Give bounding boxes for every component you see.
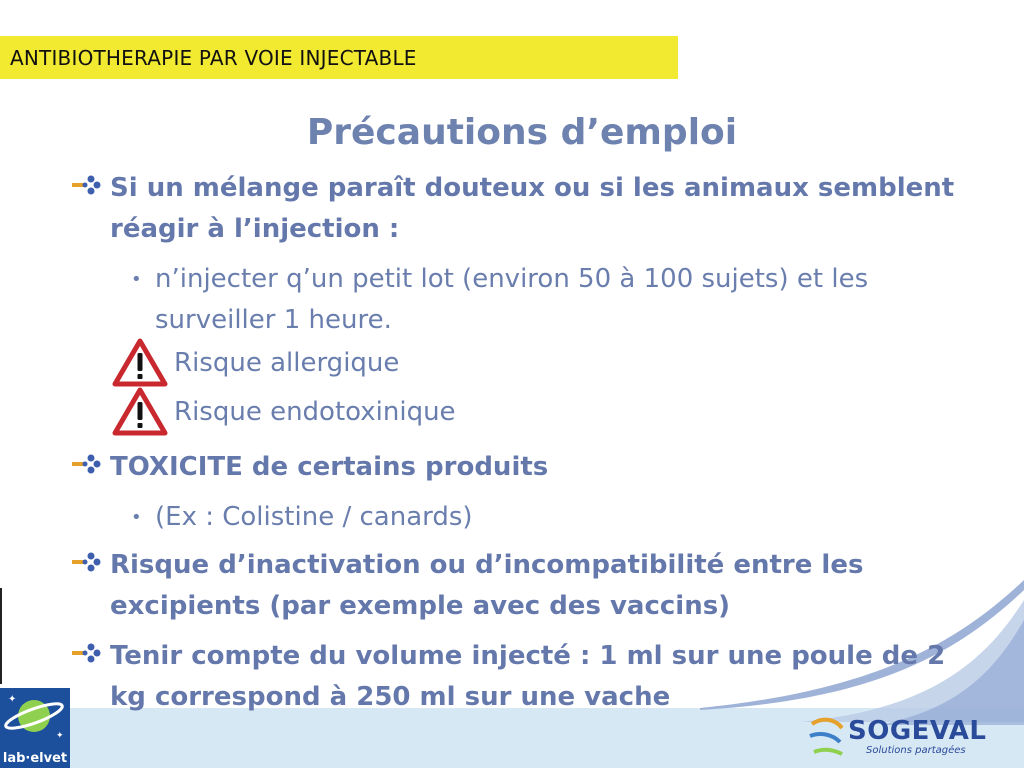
dot-bullet-icon: • bbox=[131, 507, 142, 528]
warning-triangle-icon bbox=[112, 387, 168, 437]
bullet-text: TOXICITE de certains produits bbox=[110, 452, 549, 482]
bullet-text: n’injecter q’un petit lot (environ 50 à 100 sujets) et les surveiller 1 heure. bbox=[155, 264, 869, 335]
bullet-text: Tenir compte du volume injecté : 1 ml sur une poule de 2 kg correspond à 250 ml sur une vache bbox=[110, 641, 946, 712]
list-item bbox=[131, 259, 985, 341]
labelvet-logo bbox=[0, 688, 70, 768]
left-divider bbox=[0, 588, 2, 684]
sparkle-arrow-icon bbox=[70, 451, 104, 477]
labelvet-text: lab·elvet bbox=[2, 751, 68, 766]
svg-text:✦: ✦ bbox=[8, 694, 17, 705]
header-band bbox=[0, 36, 678, 79]
sparkle-arrow-icon bbox=[70, 640, 104, 666]
sogeval-logo bbox=[806, 712, 986, 762]
planet-icon bbox=[0, 688, 70, 748]
sparkle-arrow-icon bbox=[70, 172, 104, 198]
warning-text: Risque allergique bbox=[174, 348, 400, 378]
bullet-text: (Ex : Colistine / canards) bbox=[155, 502, 473, 532]
warning-text: Risque endotoxinique bbox=[174, 397, 456, 427]
dot-bullet-icon: • bbox=[131, 269, 142, 290]
header-title: ANTIBIOTHERAPIE PAR VOIE INJECTABLE bbox=[10, 46, 417, 70]
svg-text:✦: ✦ bbox=[56, 731, 64, 741]
sogeval-swirl-icon bbox=[806, 714, 850, 758]
sogeval-tagline: Solutions partagées bbox=[866, 745, 966, 756]
bullet-text: Risque d’inactivation ou d’incompatibilité entre les excipients (par exemple avec des vaccins) bbox=[110, 550, 864, 621]
list-item bbox=[110, 447, 990, 488]
list-item bbox=[131, 497, 985, 538]
bullet-text: Si un mélange paraît douteux ou si les animaux semblent réagir à l’injection : bbox=[110, 173, 955, 244]
sogeval-name: SOGEVAL bbox=[848, 716, 987, 746]
slide-title: Précautions d’emploi bbox=[306, 112, 738, 153]
list-item bbox=[110, 636, 990, 718]
warning-triangle-icon bbox=[112, 338, 168, 388]
list-item bbox=[110, 168, 990, 250]
